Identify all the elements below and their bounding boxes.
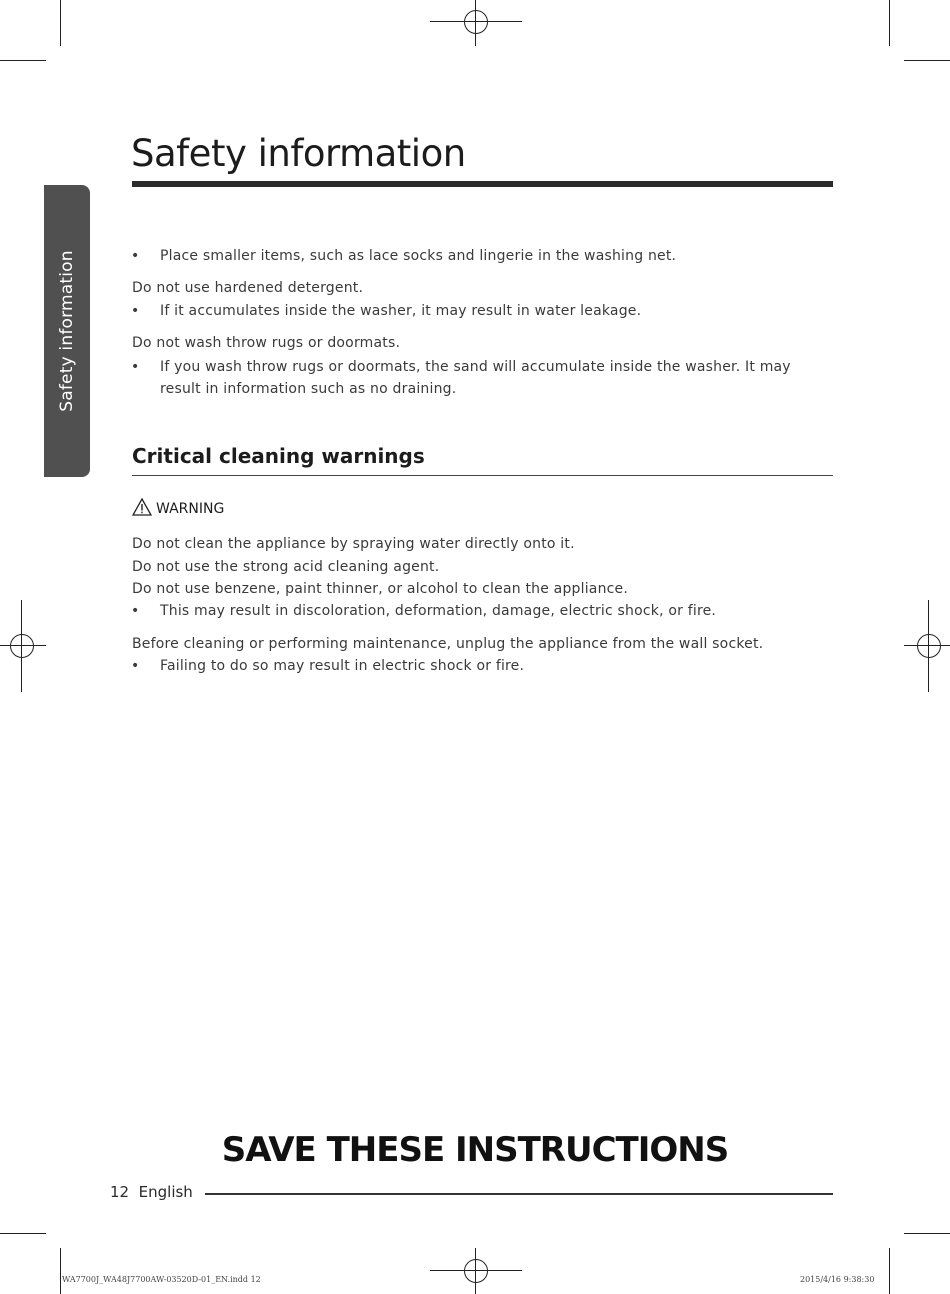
page-language: English bbox=[138, 1183, 193, 1201]
bullet: • bbox=[131, 603, 140, 619]
print-file-info: WA7700J_WA48J7700AW-03520D-01_EN.indd 12 bbox=[62, 1275, 261, 1284]
registration-mark bbox=[10, 634, 34, 658]
title-rule bbox=[132, 181, 833, 187]
footer-rule bbox=[205, 1193, 833, 1195]
bullet: • bbox=[131, 303, 140, 319]
warning-triangle-icon bbox=[132, 498, 152, 516]
list-item bbox=[132, 303, 641, 319]
body-paragraph: Do not use hardened detergent. bbox=[132, 280, 364, 296]
registration-mark bbox=[917, 634, 941, 658]
bullet: • bbox=[131, 359, 140, 375]
bullet-text: If you wash throw rugs or doormats, the sand will accumulate inside the washer. It may result in information such as no draining. bbox=[160, 359, 791, 397]
crop-mark bbox=[60, 1248, 61, 1294]
crop-mark bbox=[0, 1233, 46, 1234]
print-timestamp: 2015/4/16 9:38:30 bbox=[800, 1275, 875, 1284]
save-instructions-banner: SAVE THESE INSTRUCTIONS bbox=[221, 1130, 729, 1170]
warning-label bbox=[132, 498, 224, 517]
registration-mark bbox=[464, 1259, 488, 1283]
bullet-text: Failing to do so may result in electric shock or fire. bbox=[160, 658, 525, 674]
registration-mark bbox=[464, 10, 488, 34]
side-tab-label: Safety information bbox=[57, 250, 77, 412]
page-title: Safety information bbox=[131, 132, 466, 175]
crop-mark bbox=[60, 0, 61, 46]
body-paragraph: Do not clean the appliance by spraying water directly onto it. bbox=[132, 536, 575, 552]
body-paragraph: Do not wash throw rugs or doormats. bbox=[132, 335, 401, 351]
section-rule bbox=[132, 475, 833, 476]
list-item bbox=[132, 603, 716, 619]
bullet-text: Place smaller items, such as lace socks and lingerie in the washing net. bbox=[160, 248, 677, 264]
list-item bbox=[132, 658, 524, 674]
bullet-text: This may result in discoloration, deformation, damage, electric shock, or fire. bbox=[160, 603, 717, 619]
body-paragraph: Before cleaning or performing maintenance, unplug the appliance from the wall socket. bbox=[132, 636, 764, 652]
list-item bbox=[132, 356, 832, 400]
crop-mark bbox=[889, 0, 890, 46]
side-tab bbox=[44, 185, 90, 477]
bullet: • bbox=[131, 248, 140, 264]
crop-mark bbox=[904, 60, 950, 61]
crop-mark bbox=[889, 1248, 890, 1294]
crop-mark bbox=[0, 60, 46, 61]
warning-text: WARNING bbox=[156, 501, 225, 517]
page-footer bbox=[110, 1183, 193, 1201]
bullet-text: If it accumulates inside the washer, it may result in water leakage. bbox=[160, 303, 642, 319]
section-heading: Critical cleaning warnings bbox=[132, 444, 425, 468]
list-item bbox=[132, 248, 676, 264]
crop-mark bbox=[904, 1233, 950, 1234]
bullet: • bbox=[131, 658, 140, 674]
body-paragraph: Do not use benzene, paint thinner, or alcohol to clean the appliance. bbox=[132, 581, 629, 597]
page-number: 12 bbox=[110, 1183, 130, 1201]
body-paragraph: Do not use the strong acid cleaning agent. bbox=[132, 559, 440, 575]
